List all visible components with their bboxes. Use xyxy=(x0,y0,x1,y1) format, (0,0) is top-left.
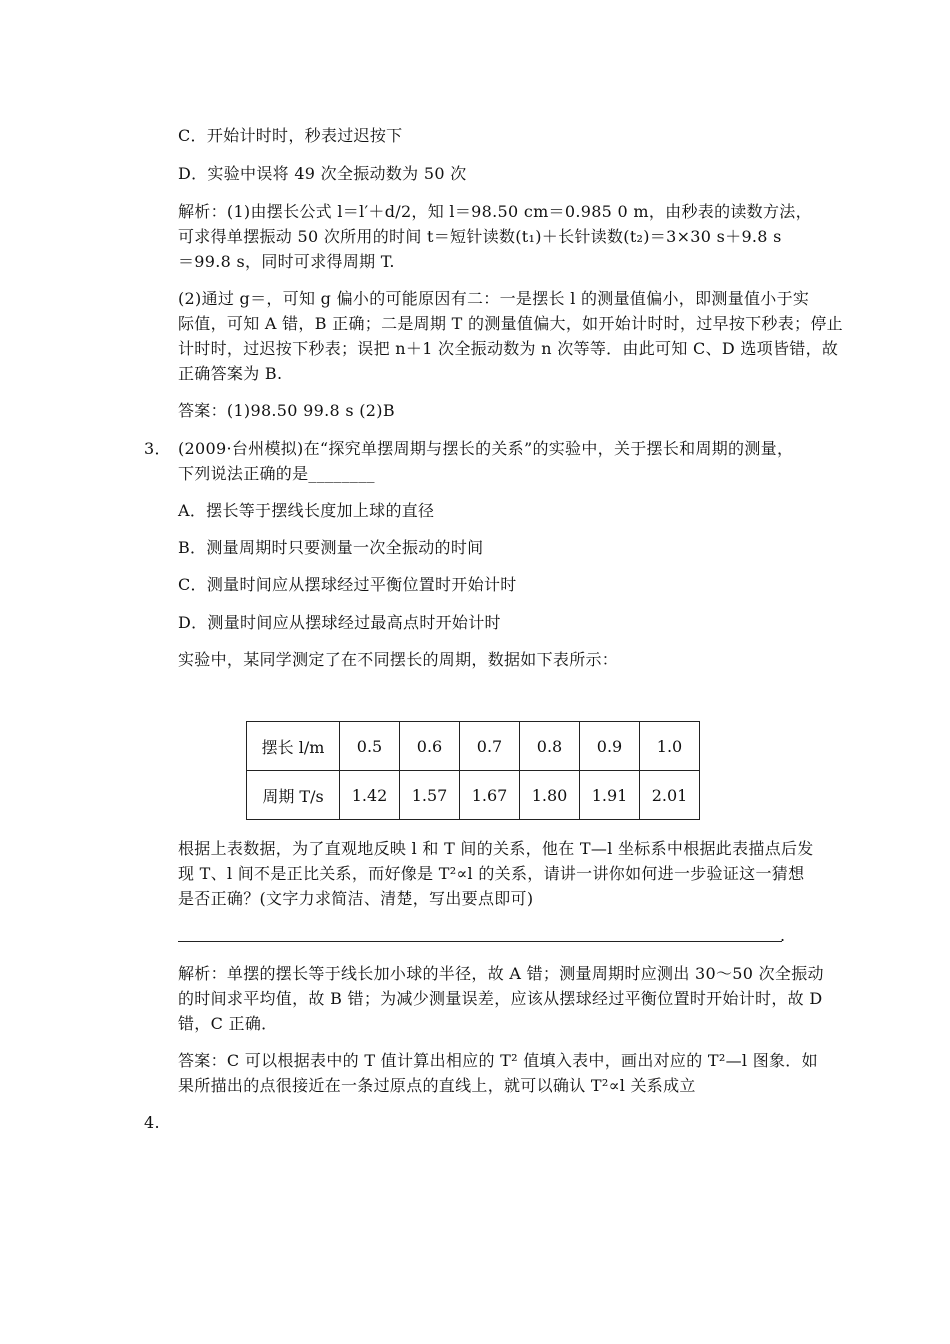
analysis-line: ＝99.8 s，同时可求得周期 T. xyxy=(178,252,395,271)
table-cell: 0.5 xyxy=(340,722,400,771)
option-a: A．摆长等于摆线长度加上球的直径 xyxy=(178,501,435,520)
answer-line: 答案：(1)98.50 99.8 s (2)B xyxy=(178,401,395,420)
table-cell: 周期 T/s xyxy=(247,771,340,820)
analysis-line: (2)通过 g＝，可知 g 偏小的可能原因有二：一是摆长 l 的测量值偏小，即测量值小于实 xyxy=(178,289,810,308)
option-d: D．实验中误将 49 次全振动数为 50 次 xyxy=(178,164,467,183)
answer-blank-period: . xyxy=(780,926,786,945)
table-cell: 0.8 xyxy=(520,722,580,771)
analysis-line: 错，C 正确． xyxy=(178,1014,278,1033)
table-cell: 1.42 xyxy=(340,771,400,820)
question-stem: (2009·台州模拟)在“探究单摆周期与摆长的关系”的实验中，关于摆长和周期的测量， xyxy=(178,439,794,458)
table-row xyxy=(247,722,700,771)
analysis-line: 正确答案为 B. xyxy=(178,364,283,383)
analysis-line: 解析：单摆的摆长等于线长加小球的半径，故 A 错；测量周期时应测出 30～50 次全振动 xyxy=(178,964,824,983)
table-cell: 0.6 xyxy=(400,722,460,771)
answer-blank-line xyxy=(178,941,782,942)
option-c: C．测量时间应从摆球经过平衡位置时开始计时 xyxy=(178,575,517,594)
question-paragraph: 是否正确？(文字力求简洁、清楚，写出要点即可) xyxy=(178,889,534,908)
table-cell: 1.91 xyxy=(580,771,640,820)
question-stem: 下列说法正确的是________ xyxy=(178,464,375,483)
table-cell: 0.9 xyxy=(580,722,640,771)
analysis-line: 解析：(1)由摆长公式 l＝l′＋d/2，知 l＝98.50 cm＝0.985 0 m，由秒表的读数方法， xyxy=(178,202,812,221)
table-intro: 实验中，某同学测定了在不同摆长的周期，数据如下表所示： xyxy=(178,650,619,669)
analysis-line: 际值，可知 A 错，B 正确；二是周期 T 的测量值偏大，如开始计时时，过早按下秒表；停止 xyxy=(178,314,843,333)
question-paragraph: 现 T、l 间不是正比关系，而好像是 T²∝l 的关系，请讲一讲你如何进一步验证这一猜想 xyxy=(178,864,805,883)
answer-line: 答案：C 可以根据表中的 T 值计算出相应的 T² 值填入表中，画出对应的 T²—l 图象．如 xyxy=(178,1051,818,1070)
option-c: C．开始计时时，秒表过迟按下 xyxy=(178,126,403,145)
analysis-line: 可求得单摆振动 50 次所用的时间 t＝短针读数(t₁)＋长针读数(t₂)＝3×30 s＋9.8 s xyxy=(178,227,782,246)
answer-line: 果所描出的点很接近在一条过原点的直线上，就可以确认 T²∝l 关系成立 xyxy=(178,1076,696,1095)
analysis-line: 的时间求平均值，故 B 错；为减少测量误差，应该从摆球经过平衡位置时开始计时，故 D xyxy=(178,989,823,1008)
table-cell: 1.80 xyxy=(520,771,580,820)
table-cell: 2.01 xyxy=(640,771,700,820)
table-cell: 摆长 l/m xyxy=(247,722,340,771)
analysis-line: 计时时，过迟按下秒表；误把 n＋1 次全振动数为 n 次等等．由此可知 C、D 选项皆错，故 xyxy=(178,339,839,358)
table-cell: 1.67 xyxy=(460,771,520,820)
option-b: B．测量周期时只要测量一次全振动的时间 xyxy=(178,538,484,557)
question-paragraph: 根据上表数据，为了直观地反映 l 和 T 间的关系，他在 T—l 坐标系中根据此表描点后发 xyxy=(178,839,814,858)
question-number: 3． xyxy=(144,439,171,458)
table-row xyxy=(247,771,700,820)
data-table xyxy=(246,721,700,820)
table-cell: 0.7 xyxy=(460,722,520,771)
table-cell: 1.0 xyxy=(640,722,700,771)
table-cell: 1.57 xyxy=(400,771,460,820)
question-4-number: 4. xyxy=(144,1113,160,1132)
option-d: D．测量时间应从摆球经过最高点时开始计时 xyxy=(178,613,501,632)
